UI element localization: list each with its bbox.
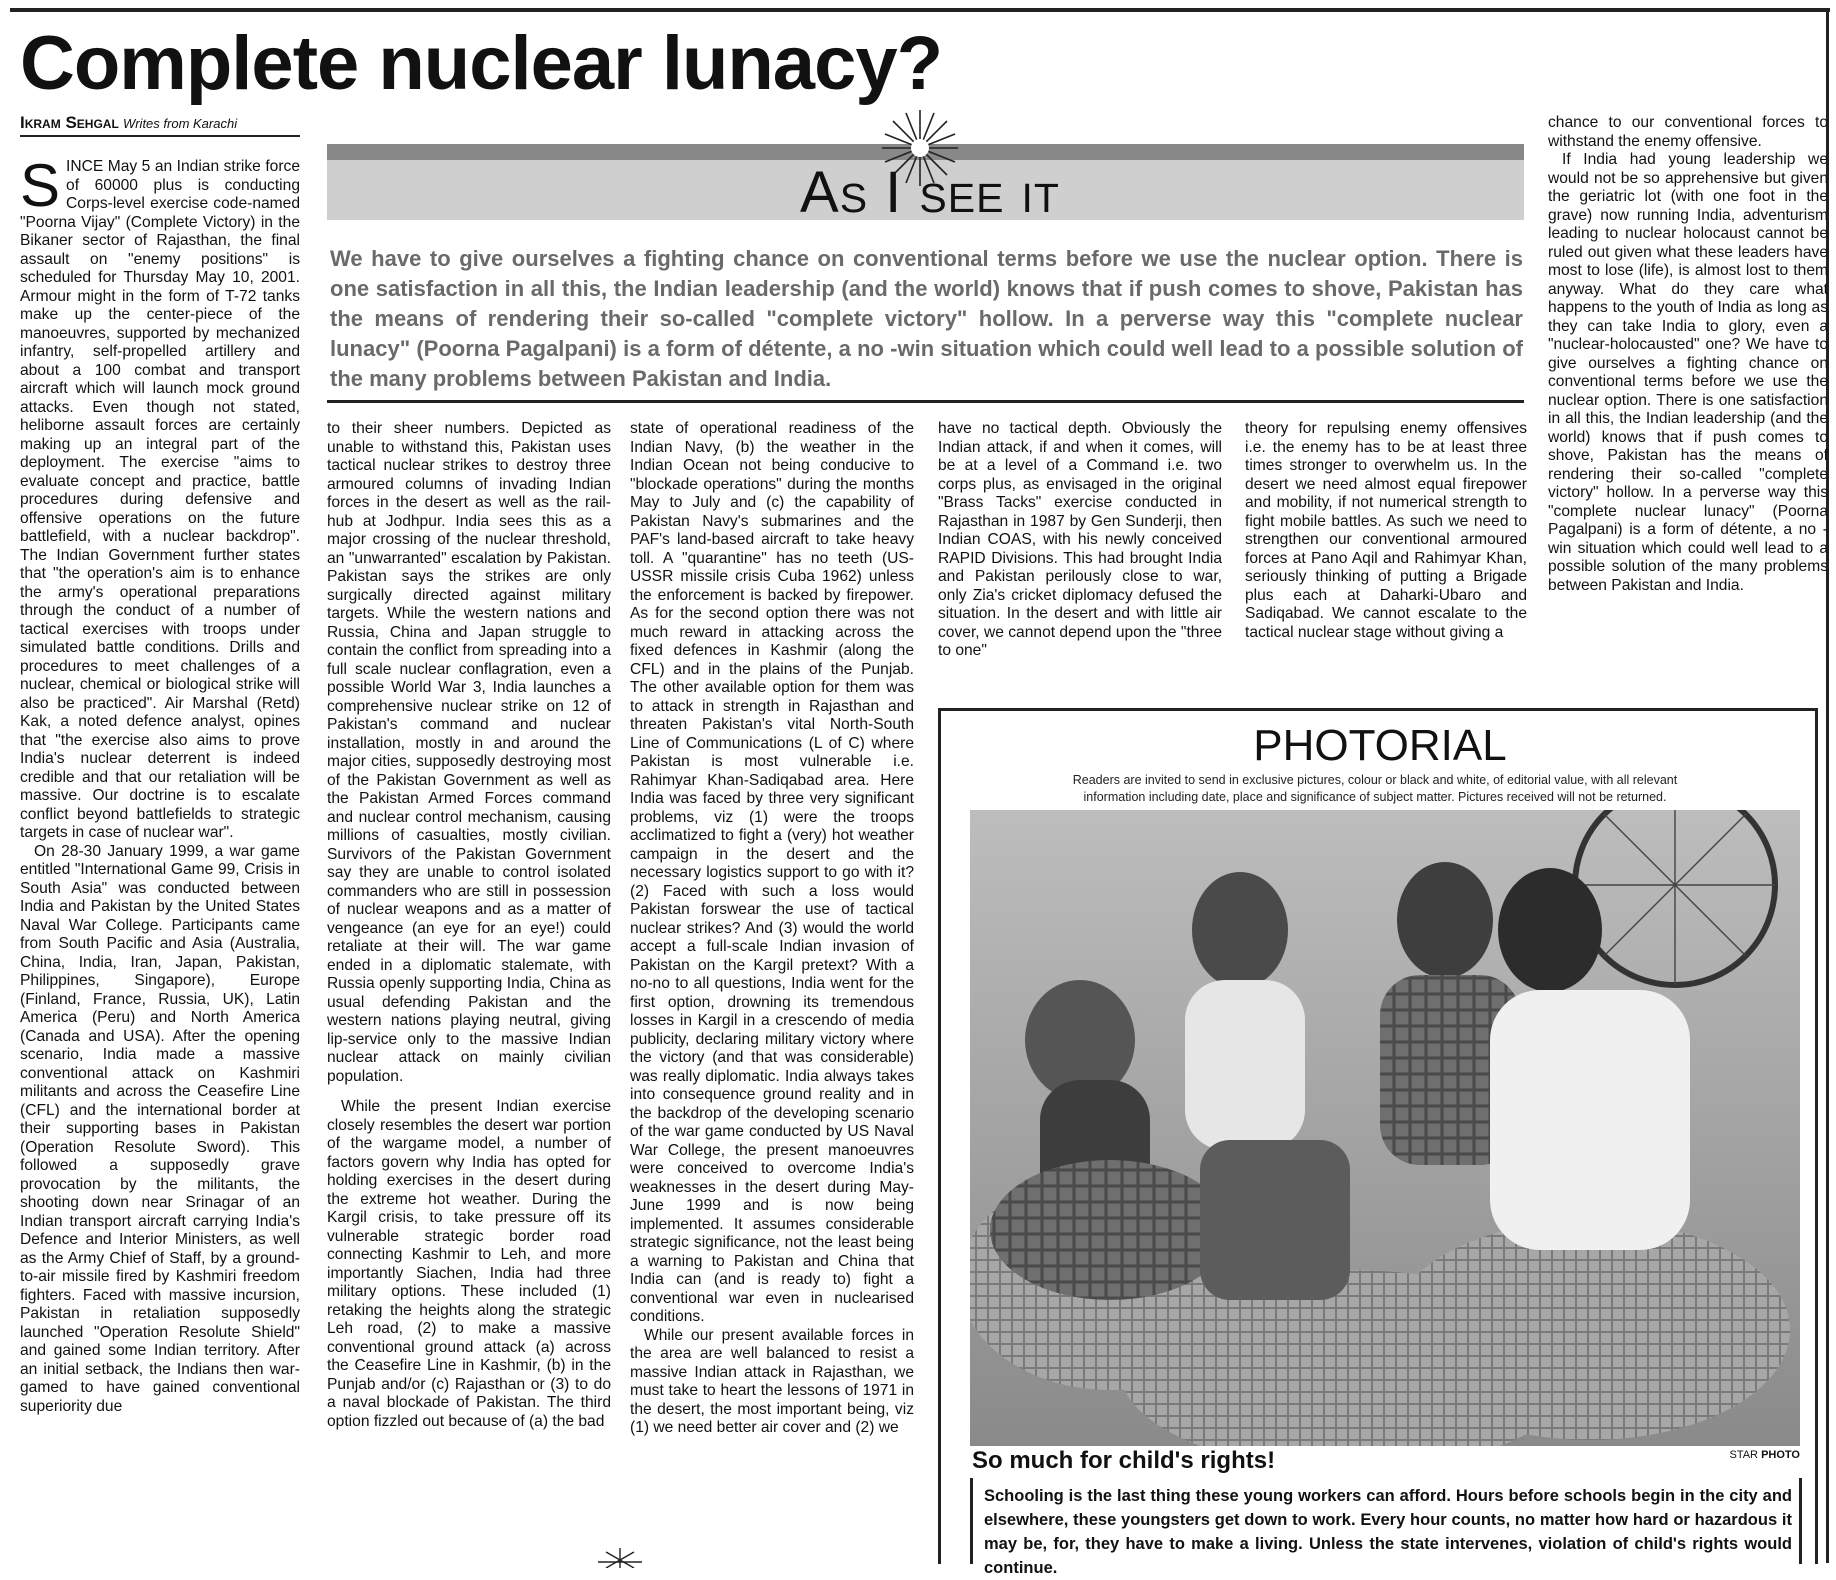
article-column-2: [327, 420, 611, 1431]
paragraph: to their sheer numbers. Depicted as unable to withstand this, Pakistan uses tactical nuclear strikes to destroy three armoured columns of invading Indian forces in the desert as well as the rail-hub at Jodhpur. India sees this as a major crossing of the nuclear threshold, an "unwarranted" escalation by Pakistan. Pakistan says the strikes are only surgically directed against military targets. While the western nations and Russia, China and Japan struggle to contain the conflict from spreading into a full scale nuclear conflagration, even a possible World War 3, India launches a comprehensive nuclear strike on 12 of Pakistan's command and nuclear installation, mostly in and around the major cities, supposedly destroying most of the Pakistan Government as well as the Pakistan Armed Forces command and nuclear control mechanism, causing millions of casualties, mostly civilian. Survivors of the Pakistan Government say they are unable to control isolated commanders who are still in possession of nuclear weapons and as a matter of vengeance (an eye for an eye!) could retaliate at their will. The war game ended in a diplomatic stalemate, with Russia openly supporting India, China as usual defending Pakistan and the western nations playing neutral, giving lip-service only to the massive Indian nuclear attack on mainly civilian population.: [327, 420, 611, 1085]
article-column-6: [1548, 114, 1828, 595]
pull-quote-rule: [327, 400, 1524, 403]
paragraph: On 28-30 January 1999, a war game entitled "International Game 99, Crisis in South Asia" was conducted between India and Pakistan by the United States Naval War College. Participants came from South Pacific and Asia (Australia, China, India, Iran, Japan, Pakistan, Philippines, Singapore), Europe (Finland, France, Russia, UK), Latin America (Peru) and North America (Canada and USA). After the opening scenario, India made a massive conventional attack on Kashmiri militants and across the Ceasefire Line (CFL) and the international border at their supporting bases in Pakistan (Operation Resolute Sword). This followed a supposedly grave provocation by the militants, the shooting down near Srinagar of an Indian transport aircraft carrying India's Defence and Interior Ministers, as well as the Army Chief of Staff, by a ground-to-air missile fired by Kashmiri freedom fighters. Faced with massive incursion, Pakistan in retaliation supposedly launched "Operation Resolute Shield" and gained some Indian territory. After an initial setback, the Indians then war-gamed to have gained conventional superiority due: [20, 842, 300, 1415]
photo-credit-source: STAR: [1729, 1449, 1759, 1461]
paragraph: state of operational readiness of the Indian Navy, (b) the weather in the Indian Ocean not being conducive to "blockade operations" during the months May to July and (c) the capability of Pakistan Navy's submarines and the PAF's land-based aircraft to take heavy toll. A "quarantine" has no teeth (US-USSR missile crisis Cuba 1962) unless the enforcement is backed by firepower. As for the second option there was not much reward in attacking across the fixed defences in Kashmir (along the CFL) and in the plains of the Punjab. The other available option for them was to attack in strength in Rajasthan and threaten Pakistan's vital North-South Line of Communications (L of C) where Pakistan is most vulnerable i.e. Rahimyar Khan-Sadiqabad area. Here India was faced by three very significant problems, viz (1) were the troops acclimatized to fight a (very) hot weather campaign in the desert and the necessary logistics support to go with it? (2) Faced with such a loss would Pakistan forswear the use of tactical nuclear strikes? And (3) would the world accept a full-scale Indian invasion of Pakistan on the Kargil pretext? With a no-no to all questions, India went for the first option, drowning its tremendous losses in Kargil in a crescendo of media publicity, declaring military victory where the victory (and that was considerable) was really diplomatic. India always takes into consequence ground reality and in the backdrop of the developing scenario of the war game conducted by US Naval War College, the present manoeuvres were conceived to overcome India's weaknesses in the desert during May-June 1999 and is now being implemented. It assumes considerable strategic significance, not the least being a warning to Pakistan and China that India can (and is ready to) fight a conventional war even in nuclearised conditions.: [630, 420, 914, 1325]
article-column-3: [630, 420, 914, 1438]
photo-illustration: [970, 810, 1800, 1446]
photo-credit: [1650, 1448, 1800, 1462]
headline: Complete nuclear lunacy?: [20, 21, 943, 106]
byline: [20, 114, 300, 137]
column-banner-title: As I see it: [800, 160, 1060, 225]
paragraph-text: INCE May 5 an Indian strike force of 60000 plus is conducting Corps-level exercise code-named "Poorna Vijay" (Complete Victory) in the Bikaner sector of Rajasthan, the final assault on "enemy positions" is scheduled for Thursday May 10, 2001. Armour might in the form of T-72 tanks make up the center-piece of the manoeuvres, supported by mechanized infantry, self-propelled artillery and about a 100 combat and transport aircraft which will launch mock ground attacks. Even though not stated, heliborne assault forces are certainly making up an integral part of the deployment. The exercise "aims to evaluate concept and practice, battle procedures during defensive and offensive operations on the future battlefield, with a nuclear backdrop". The Indian Government further states that "the operation's aim is to enhance the army's operational preparations through the conduct of a number of tactical exercises with troops under simulated battle conditions. Drills and procedures to meet challenges of a nuclear, chemical or biological strike will also be practiced". Air Marshal (Retd) Kak, a noted defence analyst, opines that "the exercise also aims to prove India's nuclear deterrent is indeed credible and that our retaliation will be massive. Our doctrine is to escalate conflict beyond battlefields to strategic targets in case of nuclear war".: [20, 158, 300, 841]
photorial-note-line: information including date, place and significance of subject matter. Pictures received will not be returned.: [1083, 790, 1667, 804]
paragraph: While our present available forces in the area are well balanced to resist a massive Indian attack in Rajasthan, we must take to heart the lessons of 1971 in the desert, the most important being, viz (1) we need better air cover and (2) we: [630, 1326, 914, 1436]
photorial-title: PHOTORIAL: [1253, 721, 1507, 770]
photo-caption: Schooling is the last thing these young workers can afford. Hours before schools begin in the city and elsewhere, these youngsters get down to work. Every hour counts, no matter how hard or hazardous it may be, for, they have to make a living. Unless the state intervenes, violation of child's rights would continue.: [984, 1487, 1792, 1577]
top-rule: [10, 8, 1830, 12]
starburst-icon: [598, 1548, 642, 1568]
paragraph: have no tactical depth. Obviously the Indian attack, if and when it comes, will be at a level of a Command i.e. two corps plus, as envisaged in the original "Brass Tacks" exercise conducted in Rajasthan in 1987 by Gen Sunderji, then Indian COAS, with his newly conceived RAPID Divisions. This had brought India and Pakistan perilously close to war, only Zia's cricket diplomacy defused the situation. In the desert and with little air cover, we cannot depend upon the "three to one": [938, 420, 1222, 659]
pull-quote: We have to give ourselves a fighting chance on conventional terms before we use the nuclear option. There is one satisfaction in all this, the Indian leadership (and the world) knows that if push comes to shove, Pakistan has the means of rendering their so-called "complete victory" hollow. In a perverse way this "complete nuclear lunacy" (Poorna Pagalpani) is a form of détente, a no -win situation which could well lead to a possible solution of the many problems between Pakistan and India.: [330, 246, 1523, 391]
photo-credit-label: PHOTO: [1761, 1449, 1800, 1461]
photo-caption-title: So much for child's rights!: [972, 1447, 1276, 1474]
photorial-note-line: Readers are invited to send in exclusive pictures, colour or black and white, of editorial value, with all relevant: [1072, 773, 1678, 787]
drop-cap: S: [20, 152, 61, 219]
article-column-1: [20, 152, 300, 1416]
paragraph: While the present Indian exercise closely resembles the desert war portion of the wargame model, a number of factors govern why India has opted for holding exercises in the desert during the extreme hot weather. During the Kargil crisis, to take pressure off its vulnerable strategic border road connecting Kashmir to Leh, and more importantly Siachen, India had three military options. These included (1) retaking the heights along the strategic Leh road, (2) to make a massive conventional ground attack (a) across the Ceasefire Line in Kashmir, (b) in the Punjab and/or (c) Rajasthan or (3) to do a naval blockade of Pakistan. The third option fizzled out because of (a) the bad: [327, 1098, 611, 1430]
author-name: Ikram Sehgal: [20, 113, 119, 132]
paragraph: chance to our conventional forces to withstand the enemy offensive.: [1548, 114, 1828, 150]
article-column-5: [1245, 420, 1527, 642]
paragraph: theory for repulsing enemy offensives i.e. the enemy has to be at least three times stronger to overwhelm us. In the desert we need almost equal firepower and mobility, if not numerical strength to fight mobile battles. As such we need to strengthen our conventional armoured forces at Pano Aqil and Rahimyar Khan, seriously thinking of putting a Brigade plus each at Daharki-Ubaro and Sadiqabad. We cannot escalate to the tactical nuclear stage without giving a: [1245, 420, 1527, 641]
article-column-4: [938, 420, 1222, 661]
news-photo: [970, 810, 1800, 1446]
paragraph: [20, 152, 300, 843]
photorial-note: [1050, 772, 1700, 806]
dateline: Writes from Karachi: [122, 116, 238, 131]
paragraph: If India had young leadership we would not be so apprehensive but given the geriatric lot (with one foot in the grave) now running India, adventurism leading to nuclear holocaust cannot be ruled out given what these leaders have most to lose (life), is almost lost to them anyway. What do they care what happens to the youth of India as long as they can take India to glory, even a "nuclear-holocausted" one? We have to give ourselves a fighting chance on conventional terms before we use the nuclear option. There is one satisfaction in all this, the Indian leadership (and the world) knows that if push comes to shove, Pakistan has the means of rendering their so-called "complete victory" hollow. In a perverse way this "complete nuclear lunacy" (Poorna Pagalpani) is a form of détente, a no -win situation which could well lead to a possible solution of the many problems between Pakistan and India.: [1548, 151, 1828, 594]
